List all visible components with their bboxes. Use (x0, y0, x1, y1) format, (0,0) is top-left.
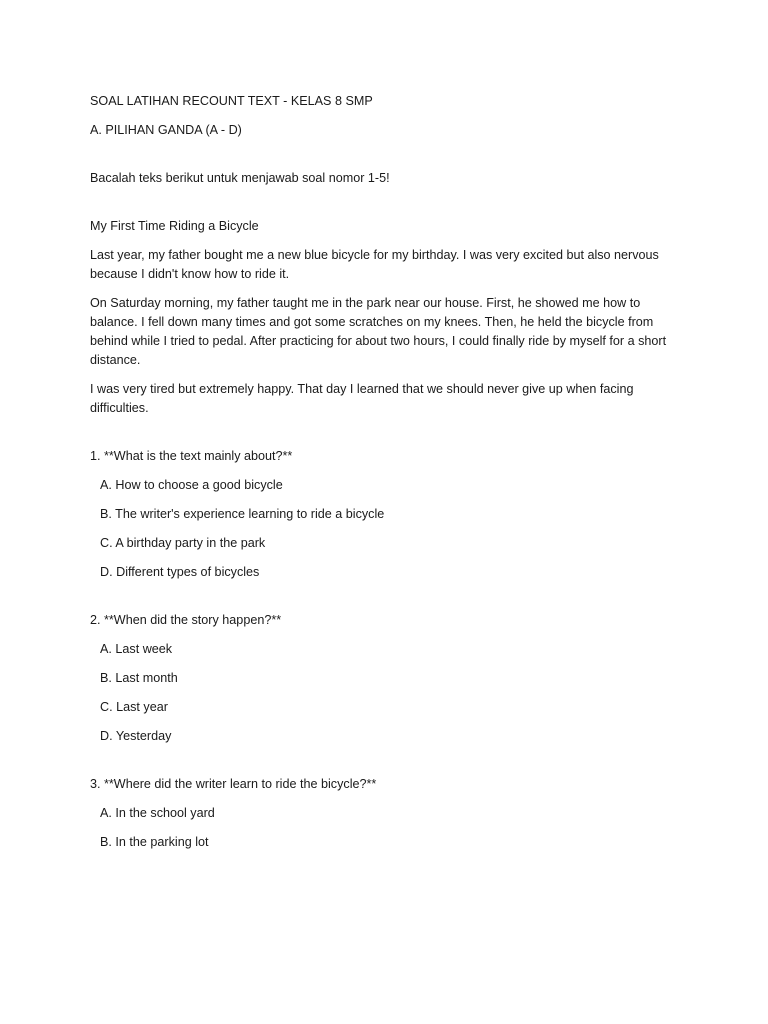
question-3-option-a: A. In the school yard (100, 806, 215, 820)
question-1-option-d: D. Different types of bicycles (100, 565, 260, 579)
section-heading: A. PILIHAN GANDA (A - D) (90, 123, 242, 137)
spacer (90, 592, 680, 611)
question-1-option-a: A. How to choose a good bicycle (100, 478, 283, 492)
document-title: SOAL LATIHAN RECOUNT TEXT - KELAS 8 SMP (90, 94, 373, 108)
passage-paragraph: On Saturday morning, my father taught me in the park near our house. First, he showed me how to balance. I fell down many times and got some scratches on my knees. Then, he held the bicycle from behind while I tried to pedal. After practicing for about two hours, I could finally ride by myself for a short distance. (90, 296, 667, 367)
passage-paragraph: Last year, my father bought me a new blue bicycle for my birthday. I was very excited but also nervous because I didn't know how to ride it. (90, 248, 659, 281)
question-1-option-b: B. The writer's experience learning to ride a bicycle (100, 507, 385, 521)
question-2-option-c: C. Last year (100, 700, 168, 714)
question-2-option-d: D. Yesterday (100, 729, 172, 743)
spacer (90, 428, 680, 447)
question-3: 3. **Where did the writer learn to ride the bicycle?** (90, 777, 377, 791)
document-content (90, 92, 680, 862)
instruction-text: Bacalah teks berikut untuk menjawab soal nomor 1-5! (90, 171, 390, 185)
question-3-option-b: B. In the parking lot (100, 835, 209, 849)
spacer (90, 756, 680, 775)
spacer (90, 150, 680, 169)
question-1-option-c: C. A birthday party in the park (100, 536, 266, 550)
question-2: 2. **When did the story happen?** (90, 613, 282, 627)
question-1: 1. **What is the text mainly about?** (90, 449, 293, 463)
passage-paragraph: I was very tired but extremely happy. That day I learned that we should never give up when facing difficulties. (90, 382, 634, 415)
question-2-option-b: B. Last month (100, 671, 178, 685)
passage-title: My First Time Riding a Bicycle (90, 219, 259, 233)
question-2-option-a: A. Last week (100, 642, 173, 656)
spacer (90, 198, 680, 217)
